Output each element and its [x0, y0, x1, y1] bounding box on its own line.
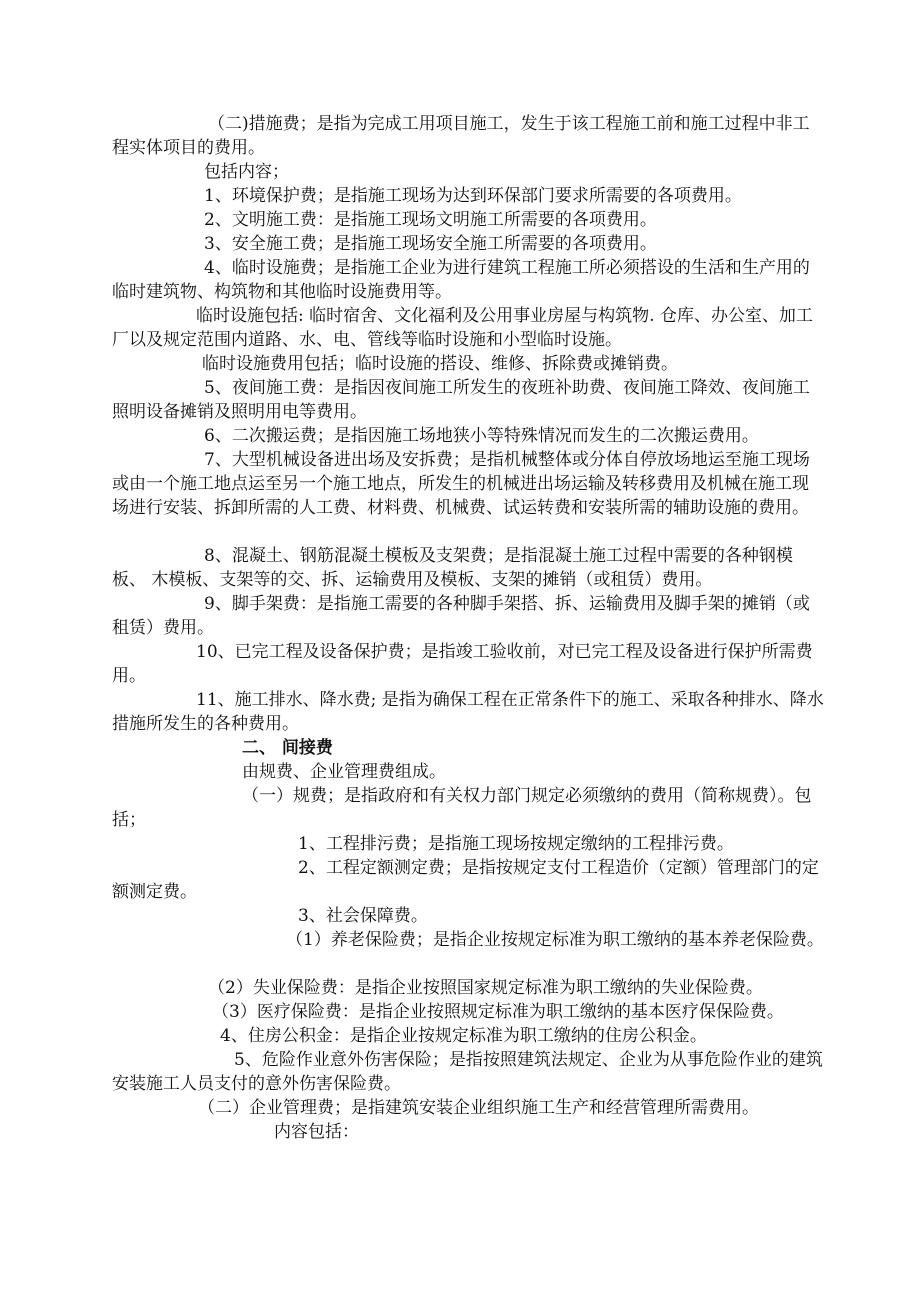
paragraph-fees-item-2: 2、工程定额测定费；是指按规定支付工程造价（定额）管理部门的定额测定费。 — [112, 858, 819, 902]
paragraph-item-6: 6、二次搬运费；是指因施工场地狭小等特殊情况而发生的二次搬运费用。 — [204, 426, 759, 446]
paragraph-includes: 包括内容； — [204, 162, 289, 182]
paragraph-hazard-insurance: 5、危险作业意外伤害保险；是指按照建筑法规定、企业为从事危险作业的建筑安装施工人员支付的意外伤害保险费。 — [112, 1050, 823, 1094]
paragraph-fees: （一）规费；是指政府和有关权力部门规定必须缴纳的费用（简称规费）。包括； — [112, 786, 812, 830]
paragraph-item-4: 4、临时设施费；是指施工企业为进行建筑工程施工所必须搭设的生活和生产用的临时建筑物、构筑物和其他临时设施费用等。 — [112, 258, 810, 302]
paragraph-unemployment: （2）失业保险费：是指企业按照国家规定标准为职工缴纳的失业保险费。 — [208, 978, 763, 998]
paragraph-fees-item-1: 1、工程排污费；是指施工现场按规定缴纳的工程排污费。 — [298, 834, 734, 854]
paragraph-item-9: 9、脚手架费：是指施工需要的各种脚手架搭、拆、运输费用及脚手架的摊销（或租赁）费用。 — [112, 594, 810, 638]
paragraph-item-5: 5、夜间施工费：是指因夜间施工所发生的夜班补助费、夜间施工降效、夜间施工照明设备摊销及照明用电等费用。 — [112, 378, 810, 422]
paragraph-item-3: 3、安全施工费；是指施工现场安全施工所需要的各项费用。 — [204, 234, 657, 254]
paragraph-item-11: 11、施工排水、降水费; 是指为确保工程在正常条件下的施工、采取各种排水、降水措施所发生的各种费用。 — [112, 690, 824, 734]
paragraph-contents: 内容包括： — [274, 1122, 359, 1142]
section-heading-indirect-cost: 二、 间接费 — [242, 738, 333, 758]
paragraph-pension: （1）养老保险费；是指企业按规定标准为职工缴纳的基本养老保险费。 — [286, 930, 824, 950]
paragraph-measures-fee: （二)措施费；是指为完成工用项目施工，发生于该工程施工前和施工过程中非工程实体项目的费用。 — [112, 114, 810, 158]
paragraph-temp-facilities-cost: 临时设施费用包括；临时设施的搭设、维修、拆除费或摊销费。 — [202, 354, 678, 374]
paragraph-temp-facilities: 临时设施包括: 临时宿舍、文化福利及公用事业房屋与构筑物. 仓库、办公室、加工厂以及规定范围内道路、水、电、管线等临时设施和小型临时设施。 — [112, 306, 813, 350]
paragraph-medical: （3）医疗保险费：是指企业按照规定标准为职工缴纳的基本医疗保保险费。 — [212, 1002, 784, 1022]
paragraph-item-10: 10、已完工程及设备保护费；是指竣工验收前，对已完工程及设备进行保护所需费用。 — [112, 642, 813, 686]
paragraph-fees-item-3: 3、社会保障费。 — [298, 906, 428, 926]
paragraph-item-2: 2、文明施工费：是指施工现场文明施工所需要的各项费用。 — [204, 210, 657, 230]
paragraph-item-7: 7、大型机械设备进出场及安拆费；是指机械整体或分体自停放场地运至施工现场或由一个施工地点运至另一个施工地点，所发生的机械进出场运输及转移费用及机械在施工现场进行安装、拆卸所需的人工费、材料费、机械费、试运转费和安装所需的辅助设施的费用。 — [112, 450, 810, 518]
paragraph-item-1: 1、环境保护费；是指施工现场为达到环保部门要求所需要的各项费用。 — [204, 186, 742, 206]
paragraph-housing-fund: 4、住房公积金：是指企业按规定标准为职工缴纳的住房公积金。 — [220, 1026, 707, 1046]
paragraph-management-fee: （二）企业管理费；是指建筑安装企业组织施工生产和经营管理所需费用。 — [198, 1098, 759, 1118]
paragraph-indirect-composition: 由规费、企业管理费组成。 — [242, 762, 446, 782]
paragraph-item-8: 8、混凝土、钢筋混凝土模板及支架费；是指混凝土施工过程中需要的各种钢模板、 木模板、支架等的交、拆、运输费用及模板、支架的摊销（或租赁）费用。 — [112, 546, 793, 590]
